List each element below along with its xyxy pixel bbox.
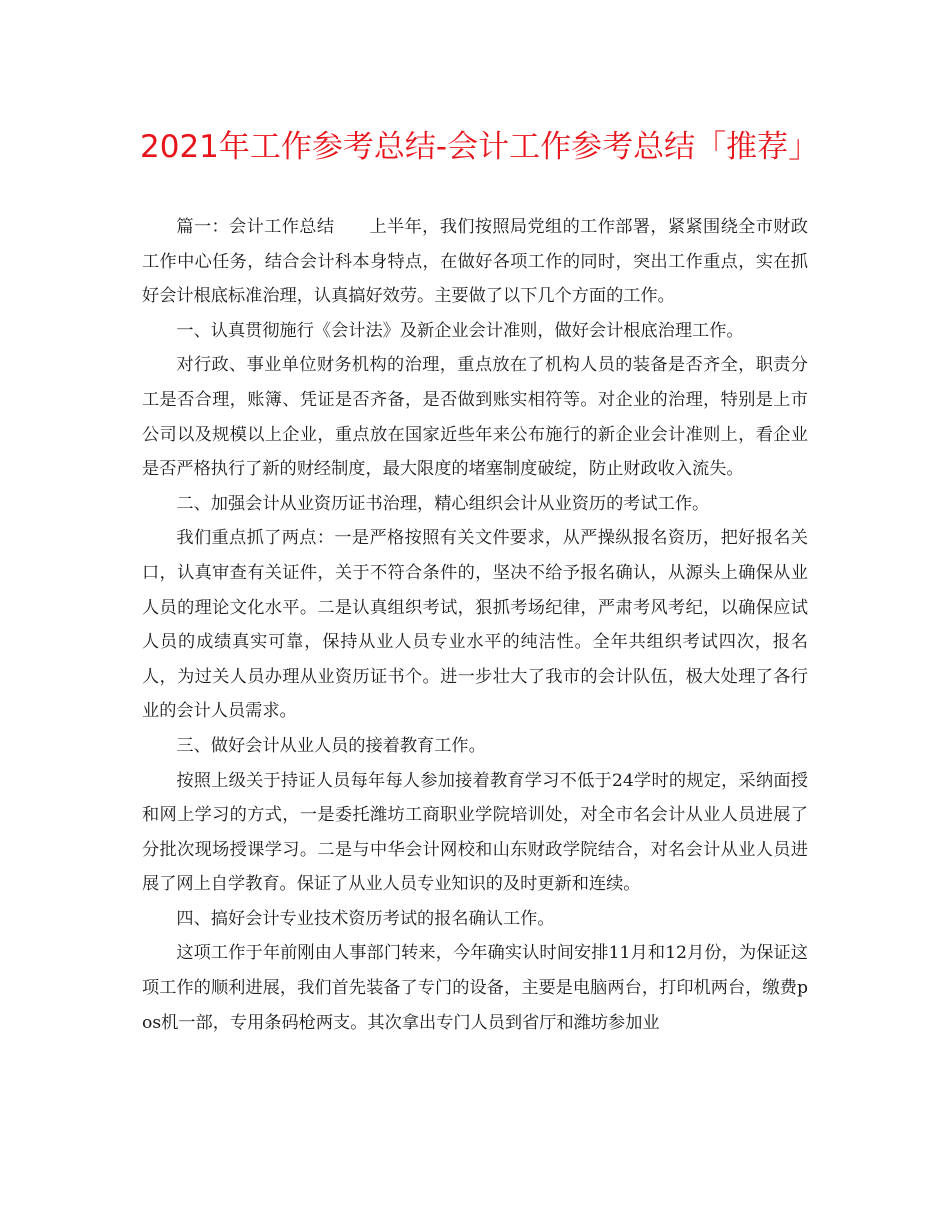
paragraph-section-1: 对行政、事业单位财务机构的治理，重点放在了机构人员的装备是否齐全，职责分工是否合理，账簿、凭证是否齐备，是否做到账实相符等。对企业的治理，特别是上市公司以及规模以上企业，重点放在国家近些年来公布施行的新企业会计准则上，看企业是否严格执行了新的财经制度，最大限度的堵塞制度破绽，防止财政收入流失。 xyxy=(142,355,808,480)
section-heading-1: 一、认真贯彻施行《会计法》及新企业会计准则，做好会计根底治理工作。 xyxy=(176,320,744,341)
section-heading-2: 二、加强会计从业资历证书治理，精心组织会计从业资历的考试工作。 xyxy=(176,493,710,514)
section-heading-3: 三、做好会计从业人员的接着教育工作。 xyxy=(176,735,486,756)
document-title: 2021年工作参考总结-会计工作参考总结「推荐」 xyxy=(140,129,820,165)
document-body xyxy=(142,210,808,1040)
section-heading-4: 四、搞好会计专业技术资历考试的报名确认工作。 xyxy=(176,908,555,929)
paragraph-section-3: 按照上级关于持证人员每年每人参加接着教育学习不低于24学时的规定，采纳面授和网上学习的方式，一是委托潍坊工商职业学院培训处，对全市名会计从业人员进展了分批次现场授课学习。二是与中华会计网校和山东财政学院结合，对名会计从业人员进展了网上自学教育。保证了从业人员专业知识的及时更新和连续。 xyxy=(142,770,808,895)
paragraph-section-2: 我们重点抓了两点：一是严格按照有关文件要求，从严操纵报名资历，把好报名关口，认真审查有关证件，关于不符合条件的，坚决不给予报名确认，从源头上确保从业人员的理论文化水平。二是认真组织考试，狠抓考场纪律，严肃考风考纪，以确保应试人员的成绩真实可靠，保持从业人员专业水平的纯洁性。全年共组织考试四次，报名人，为过关人员办理从业资历证书个。进一步壮大了我市的会计队伍，极大处理了各行业的会计人员需求。 xyxy=(142,528,808,722)
paragraph-section-4: 这项工作于年前刚由人事部门转来，今年确实认时间安排11月和12月份，为保证这项工作的顺利进展，我们首先装备了专门的设备，主要是电脑两台，打印机两台，缴费pos机一部，专用条码枪两支。其次拿出专门人员到省厅和潍坊参加业 xyxy=(142,943,808,1033)
paragraph-intro: 篇一：会计工作总结 上半年，我们按照局党组的工作部署，紧紧围绕全市财政工作中心任务，结合会计科本身特点，在做好各项工作的同时，突出工作重点，实在抓好会计根底标准治理，认真搞好效劳。主要做了以下几个方面的工作。 xyxy=(142,217,808,307)
